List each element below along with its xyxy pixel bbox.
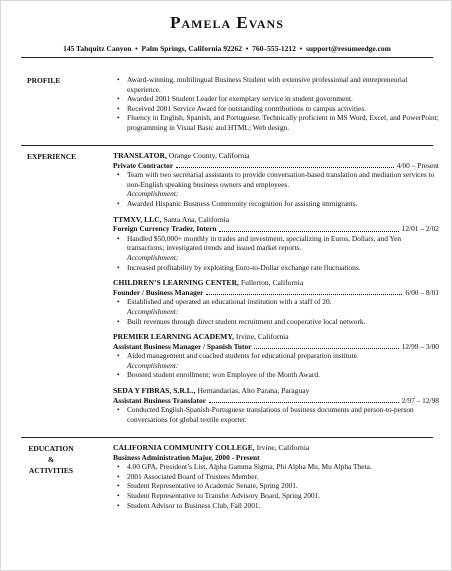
list-item: • Established and operated an educational institution with a staff of 20. xyxy=(113,297,439,307)
job-heading: TTMXV, LLC, Santa Ana, California xyxy=(113,214,230,224)
leader-dots xyxy=(219,230,398,232)
contact-line: 145 Tahquitz Canyon • Palm Springs, California 92262 • 760–555-1212 • support@resumeedge.com xyxy=(63,44,391,53)
job-title: Private Contractor xyxy=(113,160,174,170)
list-item: • Awarded 2001 Student Leader for exemplary service in student government. xyxy=(113,94,439,104)
degree-line: Business Administration Major, 2000 - Present xyxy=(113,452,260,462)
accomplishment-label: Accomplishment: xyxy=(127,306,179,316)
accomplishment-label: Accomplishment: xyxy=(127,252,179,262)
job-date: 6/00 – 8/01 xyxy=(405,287,439,297)
job-title-row xyxy=(113,342,439,352)
profile-label: PROFILE xyxy=(27,76,61,85)
job-heading: PREMIER LEARNING ACADEMY, Irvine, California xyxy=(113,332,289,342)
list-item: • Fluency in English, Spanish, and Portuguese. Technically proficient in MS Word, Excel, and PowerPoint; programming in Visual Basic and HTML; Web design. xyxy=(113,113,439,132)
job-title-row xyxy=(113,288,439,298)
leader-dots xyxy=(254,347,398,349)
list-item: • Student Advisor to Business Club, Fall 2001. xyxy=(113,501,439,511)
list-item: • Team with two secretarial assistants to provide conversation-based translation and mediation services to non-English speaking business owners and employees. xyxy=(113,170,439,189)
leader-dots xyxy=(206,293,402,295)
resume-name: Pamela Evans xyxy=(170,13,284,32)
list-item: • Boosted student enrollment; won Employee of the Month Award. xyxy=(113,370,439,380)
education-section xyxy=(113,443,439,510)
job-heading: CHILDREN’S LEARNING CENTER, Fullerton, California xyxy=(113,278,304,288)
accomplishment-label: Accomplishment: xyxy=(127,360,179,370)
job-date: 12/99 – 3/00 xyxy=(401,341,439,351)
job-title-row xyxy=(113,224,439,234)
job-title: Foreign Currency Trader, Intern xyxy=(113,224,217,234)
profile-section xyxy=(113,75,439,133)
list-item: • Aided management and coached students for educational preparation institute. xyxy=(113,351,439,361)
job-date: 12/01 – 2/02 xyxy=(401,224,439,234)
profile-rule xyxy=(21,145,433,146)
education-label: EDUCATION & ACTIVITIES xyxy=(28,444,74,475)
job-heading: SEDA Y FIBRAS, S.R.L., Hernandarias, Alto Parana, Paraguay xyxy=(113,386,310,396)
job-title-row xyxy=(113,161,439,171)
experience-rule xyxy=(21,437,433,438)
experience-section xyxy=(113,151,439,424)
job-title: Founder / Business Manager xyxy=(113,287,204,297)
list-item: • Built revenues through direct student recruitment and cooperative local network. xyxy=(113,317,439,327)
job-date: 4/00 – Present xyxy=(396,160,439,170)
job-title-row xyxy=(113,396,439,406)
job-title: Assistant Business Manager / Spanish Tutor xyxy=(113,341,252,351)
job-date: 2/97 – 12/98 xyxy=(401,395,439,405)
leader-dots xyxy=(209,401,399,403)
experience-label: EXPERIENCE xyxy=(27,152,77,161)
list-item: • Received 2001 Service Award for outstanding contributions to campus activities. xyxy=(113,104,439,114)
list-item: • Awarded Hispanic Business Community recognition for assisting immigrants. xyxy=(113,199,439,209)
list-item: • Student Representative to Academic Senate, Spring 2001. xyxy=(113,481,439,491)
list-item: • Increased profitability by exploiting Euro-to-Dollar exchange rate fluctuations. xyxy=(113,263,439,273)
school-heading: CALIFORNIA COMMUNITY COLLEGE, Irvine, California xyxy=(113,443,310,452)
job-heading: TRANSLATOR, Orange County, California xyxy=(113,151,250,160)
list-item: • Conducted English-Spanish-Portuguese translations of business documents and person-to-person conversations for global textile exporter. xyxy=(113,405,439,424)
list-item: • Award-winning, multilingual Business Student with extensive professional and entrepreneurial experience. xyxy=(113,75,439,94)
leader-dots xyxy=(176,166,394,168)
list-item: • Handled $50,000+ monthly in trades and investment, specializing in Euros, Dollars, and Yen transactions; investigated trends and issued market reports. xyxy=(113,234,439,253)
profile-list xyxy=(113,75,439,133)
list-item: • 4.00 GPA, President’s List, Alpha Gamma Sigma, Phi Alpha Mu, Mu Alpha Theta. xyxy=(113,462,439,472)
education-list xyxy=(113,462,439,510)
list-item: • Student Representative to Transfer Advisory Board, Spring 2001. xyxy=(113,491,439,501)
job-title: Assistant Business Translator xyxy=(113,395,206,405)
header-rule xyxy=(21,57,433,58)
list-item: • 2001 Associated Board of Trustees Member. xyxy=(113,472,439,482)
accomplishment-label: Accomplishment: xyxy=(127,189,179,199)
